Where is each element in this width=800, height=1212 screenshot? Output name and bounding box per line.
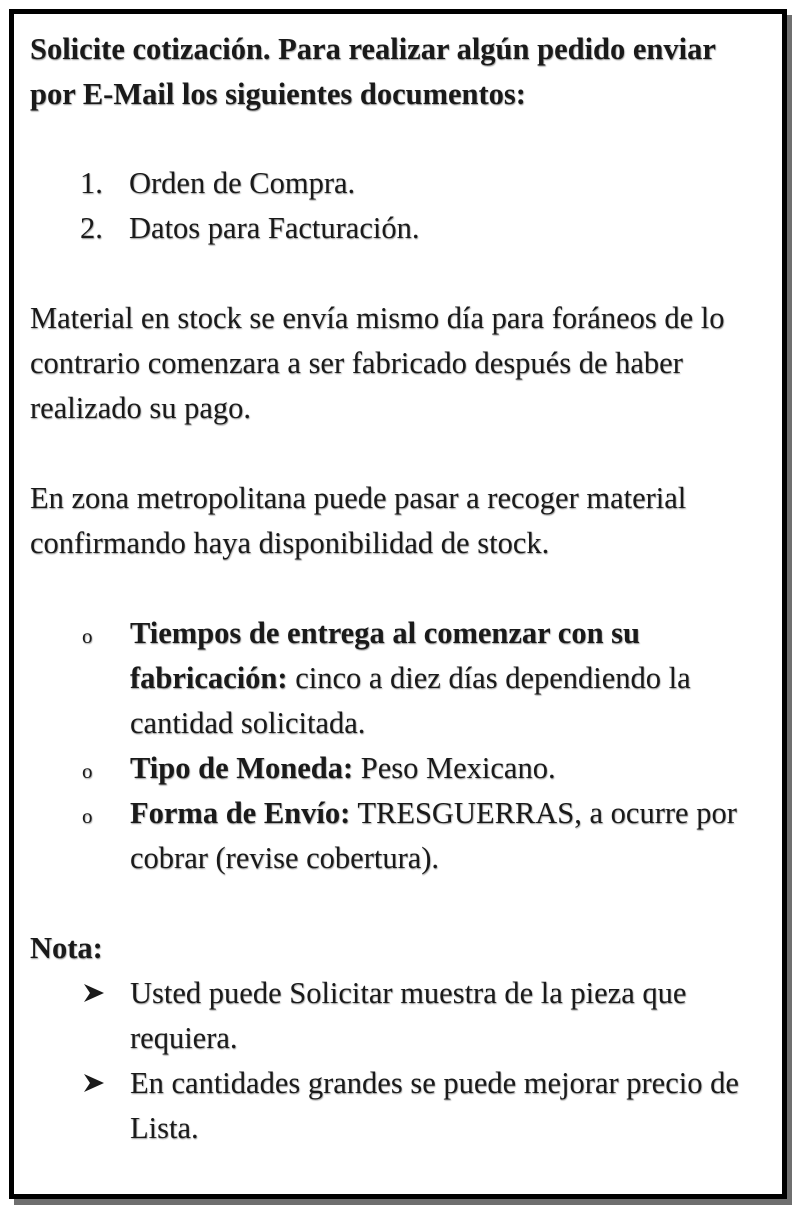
terms-list [30, 611, 760, 881]
list-item-text: Datos para Facturación. [129, 211, 420, 245]
pickup-paragraph: En zona metropolitana puede pasar a recoger material confirmando haya disponibilidad de stock. [30, 481, 687, 560]
list-item [30, 1061, 760, 1151]
arrowhead-bullet-icon [84, 1074, 104, 1092]
term-value: cinco a diez días dependiendo la cantidad solicitada. [130, 661, 691, 740]
spacer [30, 881, 760, 926]
documents-list [30, 161, 760, 251]
circle-bullet-icon: o [82, 624, 93, 648]
note-list [30, 971, 760, 1151]
term-label: Tiempos de entrega al comenzar con su fabricación: [130, 616, 640, 695]
heading: Solicite cotización. Para realizar algún pedido enviar por E-Mail los siguientes documentos: [30, 32, 716, 111]
list-item [30, 161, 760, 206]
term-value: TRESGUERRAS, a ocurre por cobrar (revise cobertura). [130, 796, 737, 875]
arrowhead-bullet-icon [84, 984, 104, 1002]
list-number: 2. [80, 211, 103, 245]
circle-bullet-icon: o [82, 804, 93, 828]
spacer [30, 566, 760, 611]
list-item [30, 791, 760, 881]
list-item-text: Orden de Compra. [129, 166, 356, 200]
list-number: 1. [80, 166, 103, 200]
list-item [30, 746, 760, 791]
list-item [30, 611, 760, 746]
list-item [30, 971, 760, 1061]
spacer [30, 431, 760, 476]
term-value: Peso Mexicano. [353, 751, 556, 785]
note-item-text: En cantidades grandes se puede mejorar precio de Lista. [130, 1066, 739, 1145]
term-label: Forma de Envío: [130, 796, 351, 830]
spacer [30, 117, 760, 161]
document-content [30, 27, 760, 1151]
spacer [30, 251, 760, 296]
note-label: Nota: [30, 931, 103, 965]
note-item-text: Usted puede Solicitar muestra de la pieza que requiera. [130, 976, 687, 1055]
term-label: Tipo de Moneda: [130, 751, 354, 785]
list-item [30, 206, 760, 251]
circle-bullet-icon: o [82, 759, 93, 783]
stock-paragraph: Material en stock se envía mismo día para foráneos de lo contrario comenzara a ser fabricado después de haber realizado su pago. [30, 301, 725, 425]
